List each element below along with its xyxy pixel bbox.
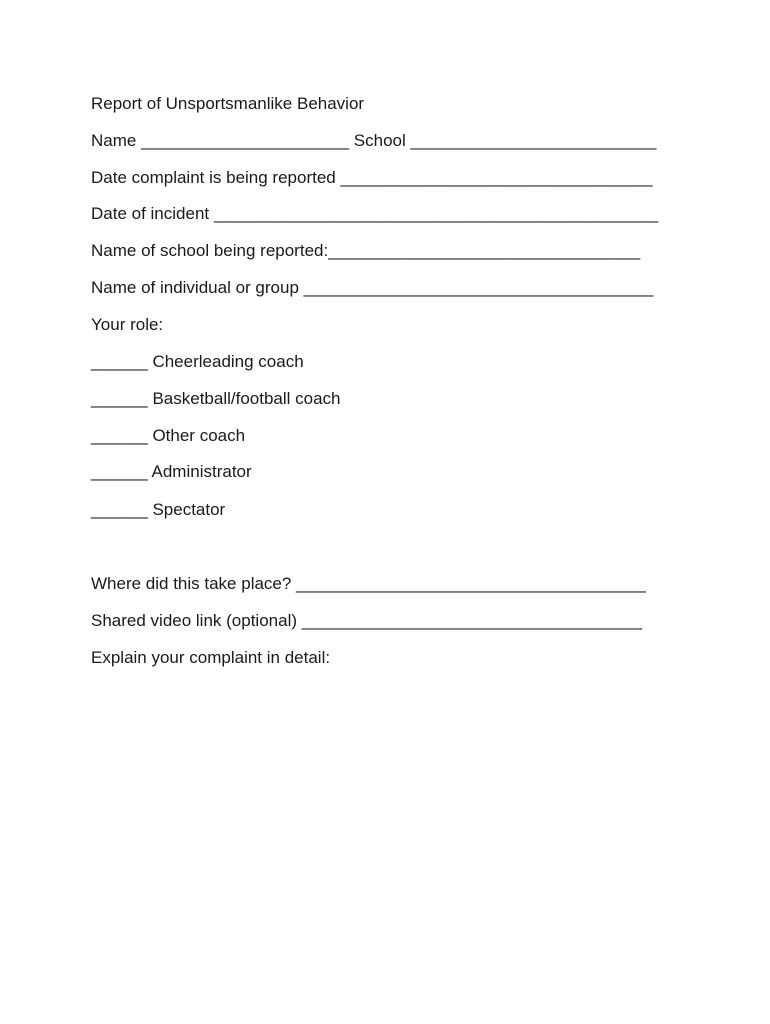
explain-label: Explain your complaint in detail: — [91, 648, 331, 667]
location-field: Where did this take place? _____________________________________ — [91, 574, 646, 593]
school-reported-field: Name of school being reported:_________________________________ — [91, 241, 641, 260]
role-option-other-coach: ______ Other coach — [91, 426, 246, 445]
date-incident-field: Date of incident _______________________________________________ — [91, 204, 659, 223]
role-label: Your role: — [91, 315, 164, 334]
video-link-field: Shared video link (optional) ____________________________________ — [91, 611, 643, 630]
form-title: Report of Unsportsmanlike Behavior — [91, 94, 365, 113]
role-option-spectator: ______ Spectator — [91, 500, 226, 519]
individual-group-field: Name of individual or group _____________________________________ — [91, 278, 654, 297]
role-option-administrator: ______ Administrator — [91, 462, 252, 481]
role-option-basketball-football-coach: ______ Basketball/football coach — [91, 389, 341, 408]
date-reported-field: Date complaint is being reported _________________________________ — [91, 168, 653, 187]
role-option-cheerleading-coach: ______ Cheerleading coach — [91, 352, 304, 371]
name-school-field: Name ______________________ School __________________________ — [91, 131, 657, 150]
